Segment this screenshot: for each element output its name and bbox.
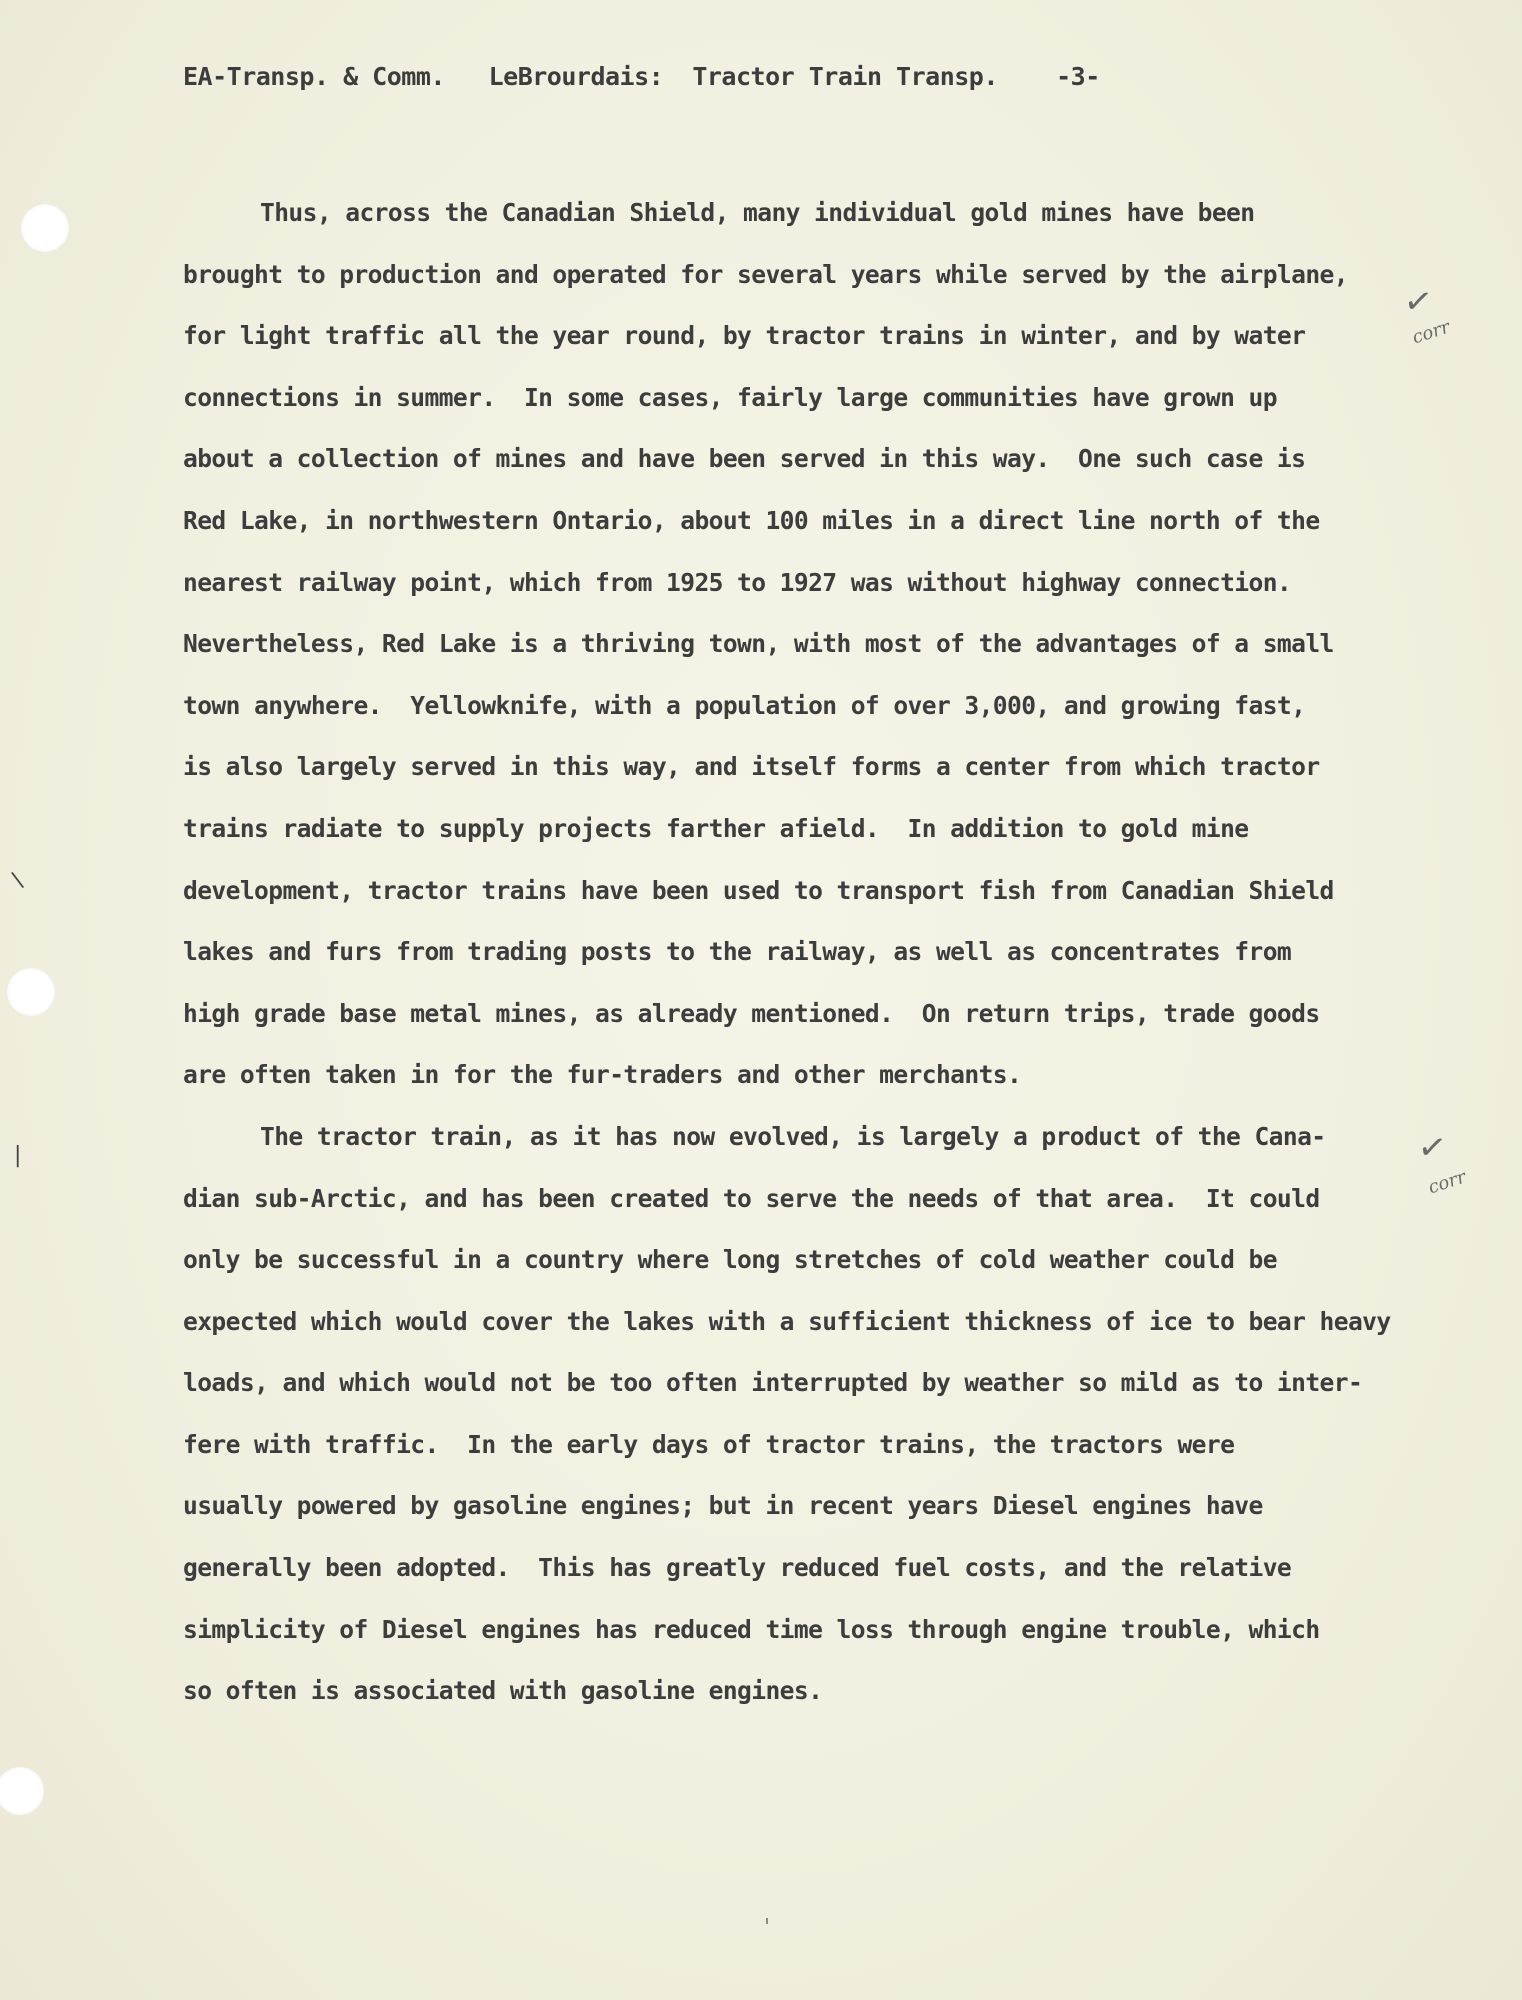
handwritten-note: corr	[1425, 1166, 1469, 1199]
text-line: development, tractor trains have been used to transport fish from Canadian Shield	[183, 875, 1334, 905]
text-line: brought to production and operated for several years while served by the airplane,	[183, 259, 1348, 289]
text-line: simplicity of Diesel engines has reduced time loss through engine trouble, which	[183, 1614, 1320, 1644]
text-line: for light traffic all the year round, by tractor trains in winter, and by water	[183, 321, 1306, 351]
page-header	[183, 60, 1183, 94]
text-line: high grade base metal mines, as already mentioned. On return trips, trade goods	[183, 998, 1320, 1028]
handwritten-note: corr	[1409, 316, 1453, 349]
handwritten-check-mark: ✓	[1401, 280, 1436, 324]
text-line: connections in summer. In some cases, fairly large communities have grown up	[183, 382, 1277, 412]
text-line: trains radiate to supply projects farther afield. In addition to gold mine	[183, 813, 1249, 843]
text-line: expected which would cover the lakes with a sufficient thickness of ice to bear heavy	[183, 1306, 1391, 1336]
paragraph-1	[183, 182, 1503, 1106]
header-subject: Tractor Train Transp.	[692, 62, 998, 91]
text-line: so often is associated with gasoline engines.	[183, 1676, 823, 1706]
paragraph-2	[183, 1106, 1503, 1722]
text-line: are often taken in for the fur-traders and other merchants.	[183, 1060, 1022, 1090]
margin-tick-mark: \	[9, 867, 26, 894]
document-body	[183, 182, 1503, 1722]
text-line: fere with traffic. In the early days of tractor trains, the tractors were	[183, 1429, 1235, 1459]
text-line: is also largely served in this way, and itself forms a center from which tractor	[183, 752, 1320, 782]
text-line: nearest railway point, which from 1925 to 1927 was without highway connection.	[183, 567, 1292, 597]
text-line: generally been adopted. This has greatly reduced fuel costs, and the relative	[183, 1553, 1292, 1583]
punch-hole-top	[21, 204, 69, 252]
text-line: Red Lake, in northwestern Ontario, about 100 miles in a direct line north of the	[183, 505, 1320, 535]
bottom-margin-mark	[766, 1918, 768, 1924]
text-line: lakes and furs from trading posts to the railway, as well as concentrates from	[183, 937, 1292, 967]
text-line: usually powered by gasoline engines; but in recent years Diesel engines have	[183, 1491, 1263, 1521]
header-series: EA-Transp. & Comm.	[183, 62, 445, 91]
text-line: town anywhere. Yellowknife, with a population of over 3,000, and growing fast,	[183, 690, 1306, 720]
text-line: about a collection of mines and have been served in this way. One such case is	[183, 444, 1306, 474]
text-line: loads, and which would not be too often interrupted by weather so mild as to inter-	[183, 1368, 1363, 1398]
text-line: Thus, across the Canadian Shield, many individual gold mines have been	[260, 198, 1255, 227]
punch-hole-middle	[7, 968, 55, 1016]
margin-bar-mark: |	[14, 1143, 22, 1168]
text-line: Nevertheless, Red Lake is a thriving town, with most of the advantages of a small	[183, 629, 1334, 659]
text-line: dian sub-Arctic, and has been created to serve the needs of that area. It could	[183, 1183, 1320, 1213]
punch-hole-bottom	[0, 1767, 44, 1815]
text-line: The tractor train, as it has now evolved, is largely a product of the Cana-	[260, 1121, 1326, 1151]
header-page-number: -3-	[1056, 62, 1100, 91]
text-line: only be successful in a country where long stretches of cold weather could be	[183, 1245, 1277, 1275]
handwritten-check-mark: ✓	[1415, 1126, 1450, 1170]
header-author: LeBrourdais:	[488, 62, 664, 91]
